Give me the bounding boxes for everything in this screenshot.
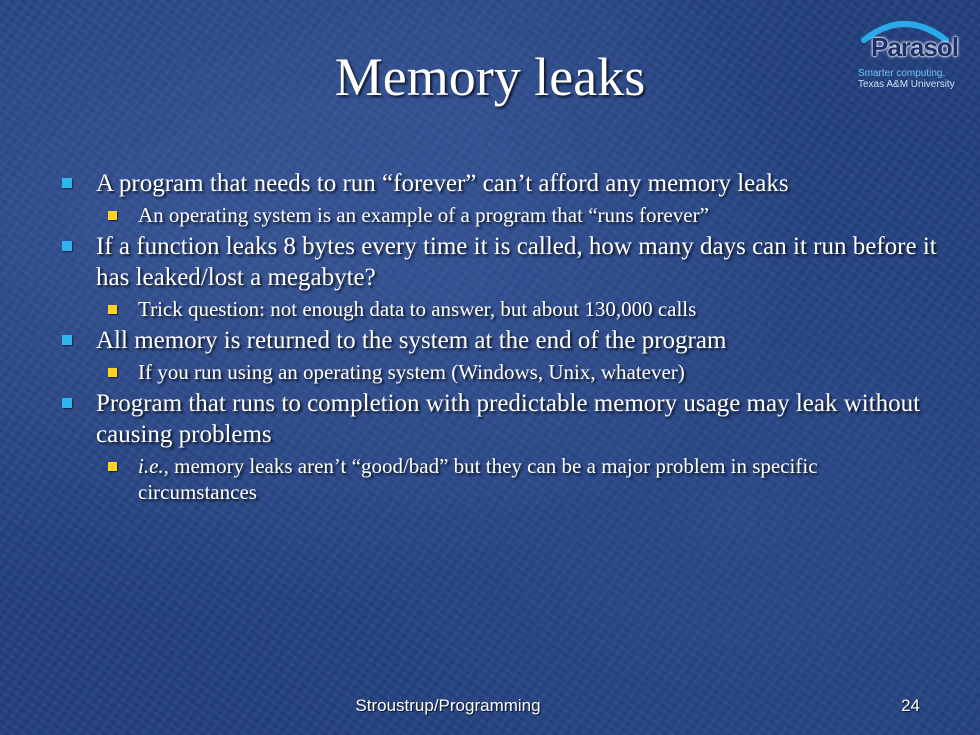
sub-bullet-marker-icon: [108, 305, 117, 314]
bullet-text: Trick question: not enough data to answer, but about 130,000 calls: [138, 297, 697, 321]
bullet-level2: [58, 359, 938, 385]
slide-title: Memory leaks: [334, 47, 646, 107]
bullet-marker-icon: [62, 335, 72, 345]
bullet-level1: [58, 231, 938, 293]
bullet-text: If a function leaks 8 bytes every time it is called, how many days can it run before it has leaked/lost a megabyte?: [96, 233, 937, 291]
sub-bullet-marker-icon: [108, 368, 117, 377]
parasol-logo: [850, 14, 968, 94]
bullet-level1: [58, 388, 938, 450]
bullet-level1: [58, 168, 938, 199]
bullet-text: All memory is returned to the system at the end of the program: [96, 327, 727, 354]
sub-bullet-marker-icon: [108, 211, 117, 220]
page-number: 24: [901, 696, 920, 715]
bullet-text: A program that needs to run “forever” can’t afford any memory leaks: [96, 170, 789, 197]
logo-institution: Texas A&M University: [858, 79, 955, 90]
bullet-level1: [58, 325, 938, 356]
bullet-list: [58, 168, 938, 505]
logo-tagline: Smarter computing.: [858, 68, 946, 79]
footer-text: Stroustrup/Programming: [355, 696, 541, 715]
bullet-text: memory leaks aren’t “good/bad” but they can be a major problem in specific circumstances: [138, 454, 818, 504]
bullet-level2: [58, 453, 938, 505]
bullet-marker-icon: [62, 398, 72, 408]
bullet-level2: [58, 296, 938, 322]
bullet-text: Program that runs to completion with predictable memory usage may leak without causing problems: [96, 390, 921, 448]
bullet-marker-icon: [62, 178, 72, 188]
bullet-marker-icon: [62, 241, 72, 251]
logo-wordmark: Parasol: [871, 32, 958, 62]
sub-bullet-marker-icon: [108, 462, 117, 471]
bullet-text: If you run using an operating system (Windows, Unix, whatever): [138, 360, 685, 384]
bullet-text: An operating system is an example of a program that “runs forever”: [138, 203, 709, 227]
bullet-level2: [58, 202, 938, 228]
bullet-emphasis: i.e.,: [138, 454, 169, 478]
